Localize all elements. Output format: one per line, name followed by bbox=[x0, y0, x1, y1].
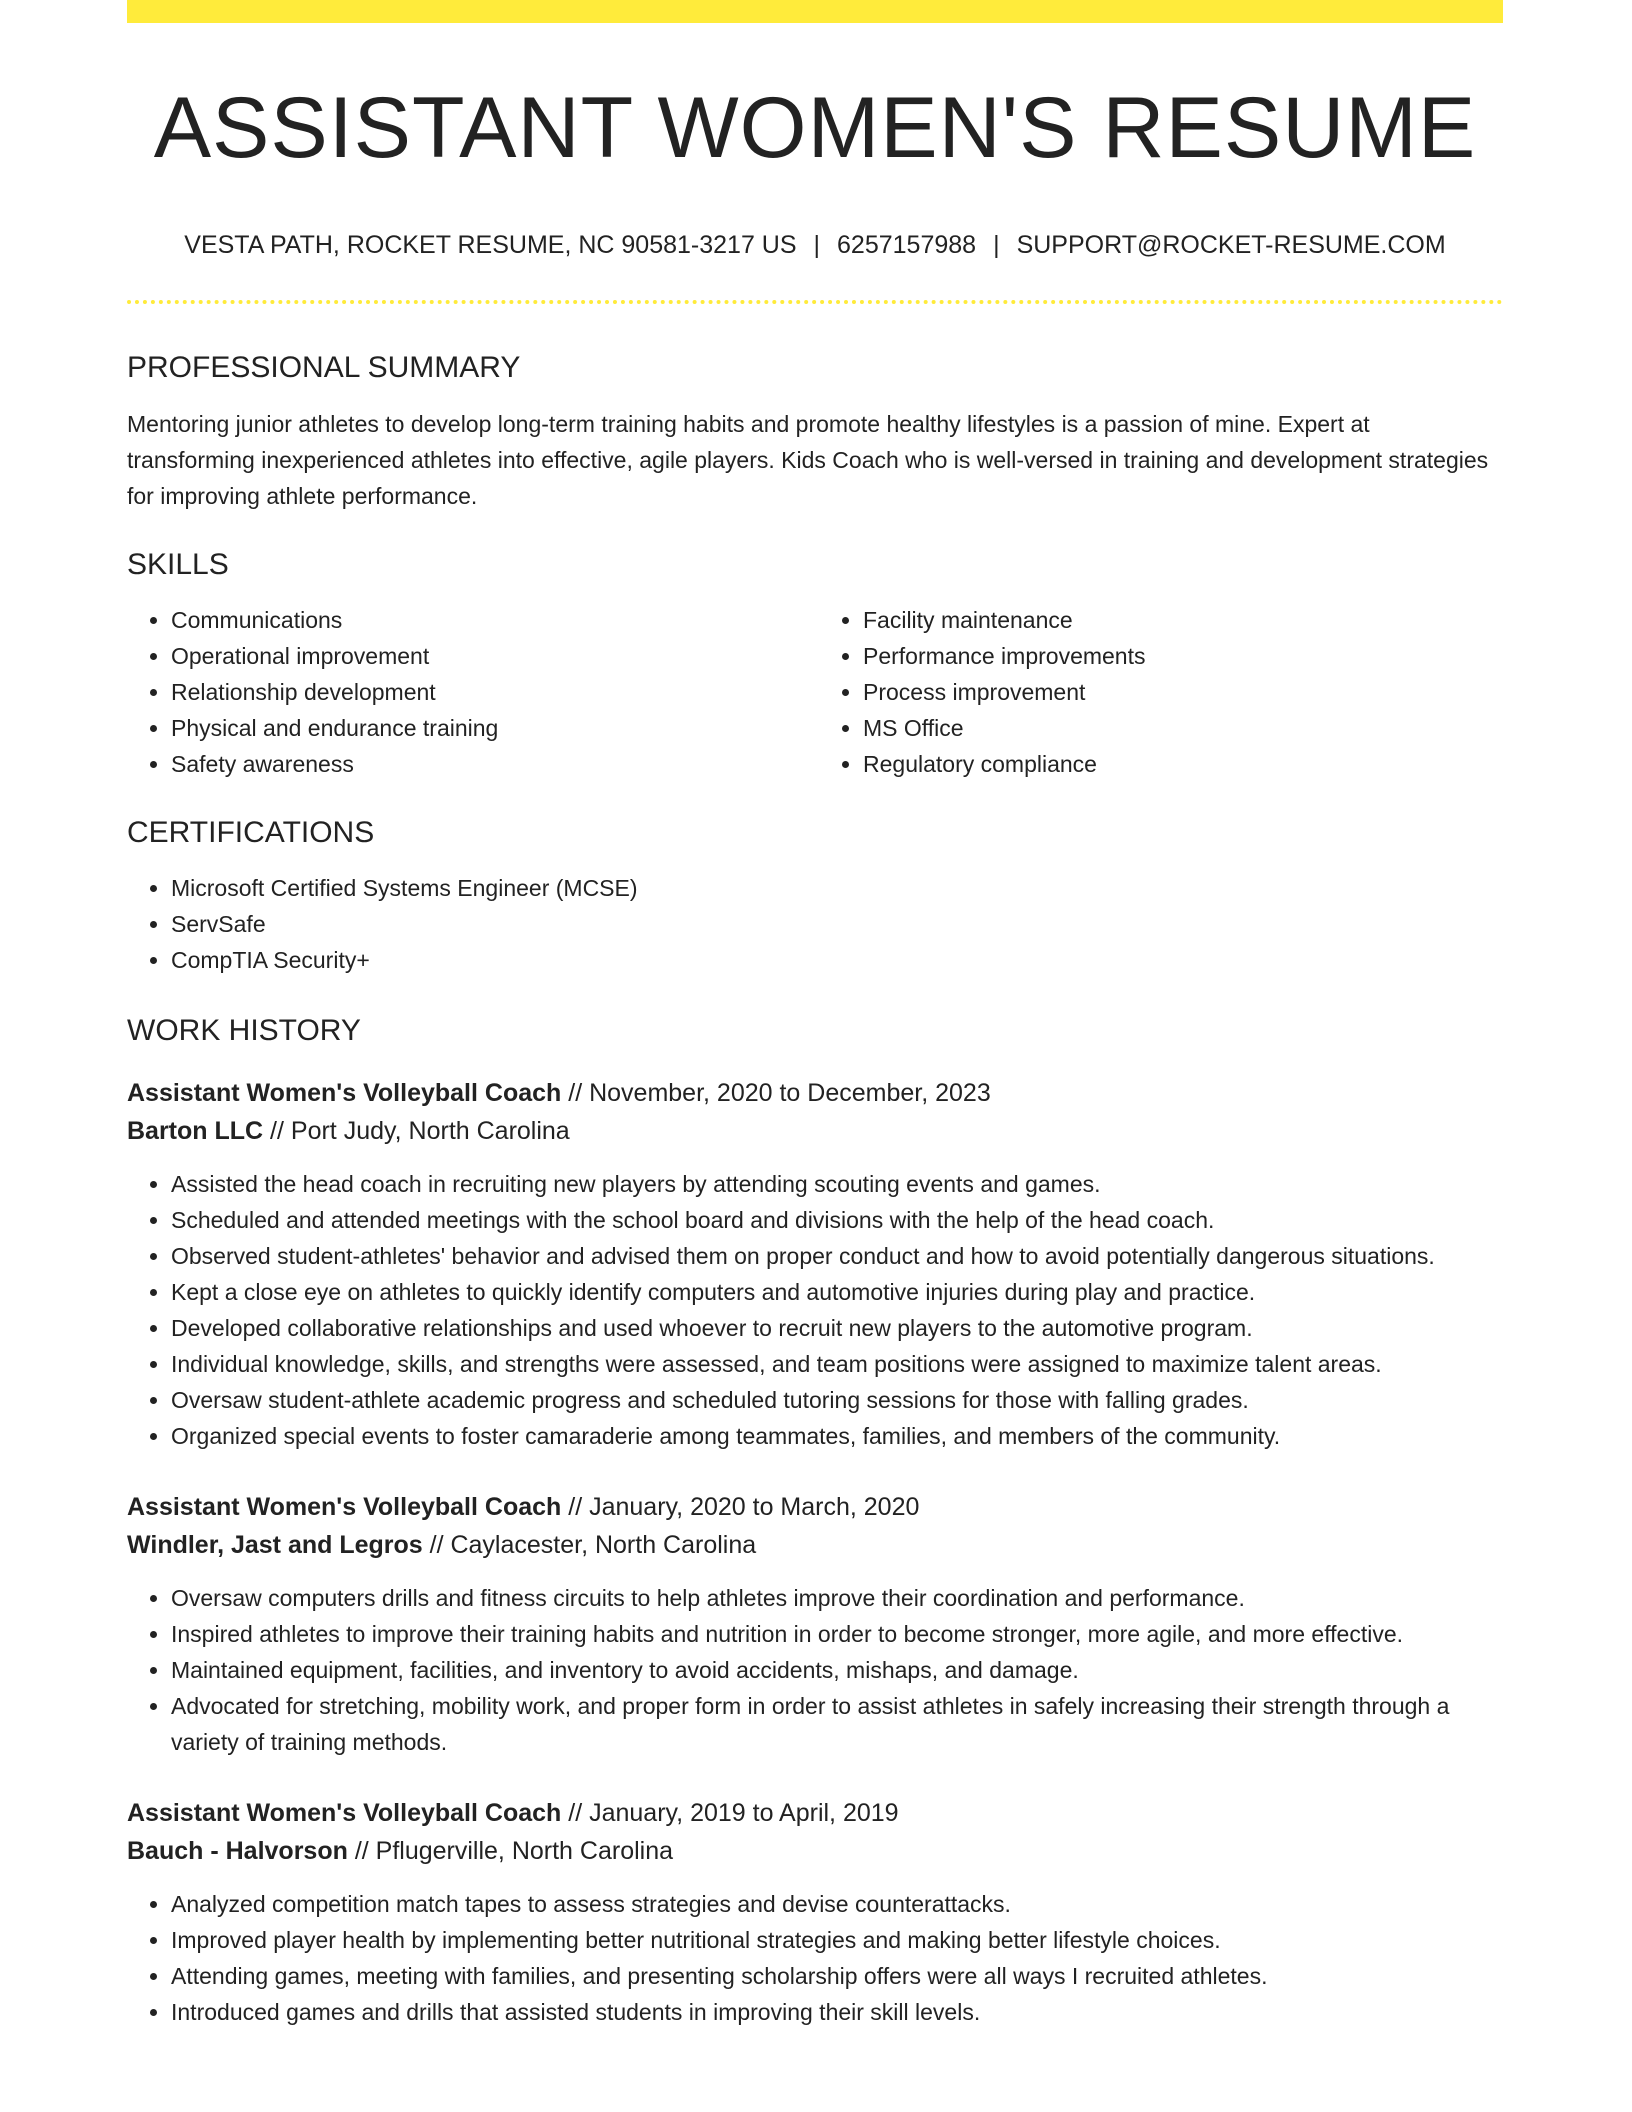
job-role-line bbox=[127, 1074, 1503, 1112]
job-bullet: • Oversaw computers drills and fitness circuits to help athletes improve their coordination and performance. bbox=[171, 1580, 1503, 1616]
certifications-heading: CERTIFICATIONS bbox=[127, 816, 375, 849]
skill-item: • Operational improvement bbox=[171, 638, 815, 674]
job-bullet: • Maintained equipment, facilities, and inventory to avoid accidents, mishaps, and damage. bbox=[171, 1652, 1503, 1688]
separator: | bbox=[993, 231, 1000, 259]
job-location: // Port Judy, North Carolina bbox=[263, 1117, 570, 1145]
job-bullet: • Attending games, meeting with families, and presenting scholarship offers were all ways I recruited athletes. bbox=[171, 1958, 1503, 1994]
job-bullet: • Introduced games and drills that assisted students in improving their skill levels. bbox=[171, 1994, 1503, 2030]
skill-item: • Performance improvements bbox=[863, 638, 1503, 674]
skill-item: • Process improvement bbox=[863, 674, 1503, 710]
skill-item: • Safety awareness bbox=[171, 746, 815, 782]
dotted-divider bbox=[127, 300, 1503, 304]
job-bullet: • Observed student-athletes' behavior and advised them on proper conduct and how to avoid potentially dangerous situations. bbox=[171, 1238, 1503, 1274]
job-location: // Caylacester, North Carolina bbox=[422, 1531, 757, 1559]
job-bullets bbox=[127, 1580, 1503, 1760]
skills-heading: SKILLS bbox=[127, 548, 229, 581]
job-entry bbox=[127, 1488, 1503, 1760]
job-bullet: • Oversaw student-athlete academic progress and scheduled tutoring sessions for those with falling grades. bbox=[171, 1382, 1503, 1418]
job-bullet: • Individual knowledge, skills, and strengths were assessed, and team positions were assigned to maximize talent areas. bbox=[171, 1346, 1503, 1382]
phone: 6257157988 bbox=[837, 231, 977, 259]
skill-item: • MS Office bbox=[863, 710, 1503, 746]
job-bullet: • Scheduled and attended meetings with the school board and divisions with the help of the head coach. bbox=[171, 1202, 1503, 1238]
summary-heading: PROFESSIONAL SUMMARY bbox=[127, 351, 521, 384]
summary-text: Mentoring junior athletes to develop long-term training habits and promote healthy lifestyles is a passion of mine. Expert at transforming inexperienced athletes into effective, agile players. Kids Coach who is well-versed in training and development strategies for improving athlete performance. bbox=[127, 411, 1489, 509]
separator: | bbox=[813, 231, 821, 259]
skill-item: • Communications bbox=[171, 602, 815, 638]
contact-line bbox=[127, 233, 1503, 258]
skills-column-1 bbox=[127, 602, 815, 782]
job-company: Windler, Jast and Legros bbox=[127, 1531, 423, 1559]
job-bullet: • Inspired athletes to improve their training habits and nutrition in order to become stronger, more agile, and more effective. bbox=[171, 1616, 1503, 1652]
job-bullet: • Improved player health by implementing better nutritional strategies and making better lifestyle choices. bbox=[171, 1922, 1503, 1958]
address: VESTA PATH, ROCKET RESUME, NC 90581-3217 US bbox=[184, 231, 797, 259]
certification-item: • ServSafe bbox=[171, 906, 1503, 942]
job-role: Assistant Women's Volleyball Coach bbox=[127, 1493, 562, 1521]
certification-item: • CompTIA Security+ bbox=[171, 942, 1503, 978]
job-company: Barton LLC bbox=[127, 1117, 264, 1145]
work-history-heading: WORK HISTORY bbox=[127, 1014, 361, 1047]
certifications-list bbox=[127, 870, 1503, 978]
job-dates: // January, 2019 to April, 2019 bbox=[561, 1799, 899, 1827]
skills-column-2 bbox=[815, 602, 1503, 782]
job-bullet: • Developed collaborative relationships and used whoever to recruit new players to the automotive program. bbox=[171, 1310, 1503, 1346]
resume-title: ASSISTANT WOMEN'S RESUME bbox=[153, 80, 1477, 176]
job-role-line bbox=[127, 1488, 1503, 1526]
job-bullet: • Organized special events to foster camaraderie among teammates, families, and members of the community. bbox=[171, 1418, 1503, 1454]
skill-item: • Regulatory compliance bbox=[863, 746, 1503, 782]
job-bullet: • Kept a close eye on athletes to quickly identify computers and automotive injuries during play and practice. bbox=[171, 1274, 1503, 1310]
job-entry bbox=[127, 1794, 1503, 2030]
job-bullets bbox=[127, 1166, 1503, 1454]
email: SUPPORT@ROCKET-RESUME.COM bbox=[1016, 231, 1446, 259]
skill-item: • Facility maintenance bbox=[863, 602, 1503, 638]
job-role: Assistant Women's Volleyball Coach bbox=[127, 1799, 562, 1827]
job-company-line bbox=[127, 1526, 1503, 1564]
job-role: Assistant Women's Volleyball Coach bbox=[127, 1079, 562, 1107]
job-company-line bbox=[127, 1112, 1503, 1150]
certification-item: • Microsoft Certified Systems Engineer (MCSE) bbox=[171, 870, 1503, 906]
job-bullet: • Assisted the head coach in recruiting new players by attending scouting events and games. bbox=[171, 1166, 1503, 1202]
job-bullet: • Advocated for stretching, mobility work, and proper form in order to assist athletes in safely increasing their strength through a variety of training methods. bbox=[171, 1688, 1503, 1760]
job-dates: // January, 2020 to March, 2020 bbox=[561, 1493, 920, 1521]
job-role-line bbox=[127, 1794, 1503, 1832]
job-bullet: • Analyzed competition match tapes to assess strategies and devise counterattacks. bbox=[171, 1886, 1503, 1922]
job-bullets bbox=[127, 1886, 1503, 2030]
job-company: Bauch - Halvorson bbox=[127, 1837, 348, 1865]
skill-item: • Physical and endurance training bbox=[171, 710, 815, 746]
job-dates: // November, 2020 to December, 2023 bbox=[561, 1079, 991, 1107]
skills-list bbox=[127, 602, 1503, 782]
resume-page bbox=[127, 0, 1503, 2030]
skill-item: • Relationship development bbox=[171, 674, 815, 710]
job-entry bbox=[127, 1074, 1503, 1454]
job-location: // Pflugerville, North Carolina bbox=[347, 1837, 674, 1865]
job-company-line bbox=[127, 1832, 1503, 1870]
accent-bar bbox=[127, 0, 1503, 23]
